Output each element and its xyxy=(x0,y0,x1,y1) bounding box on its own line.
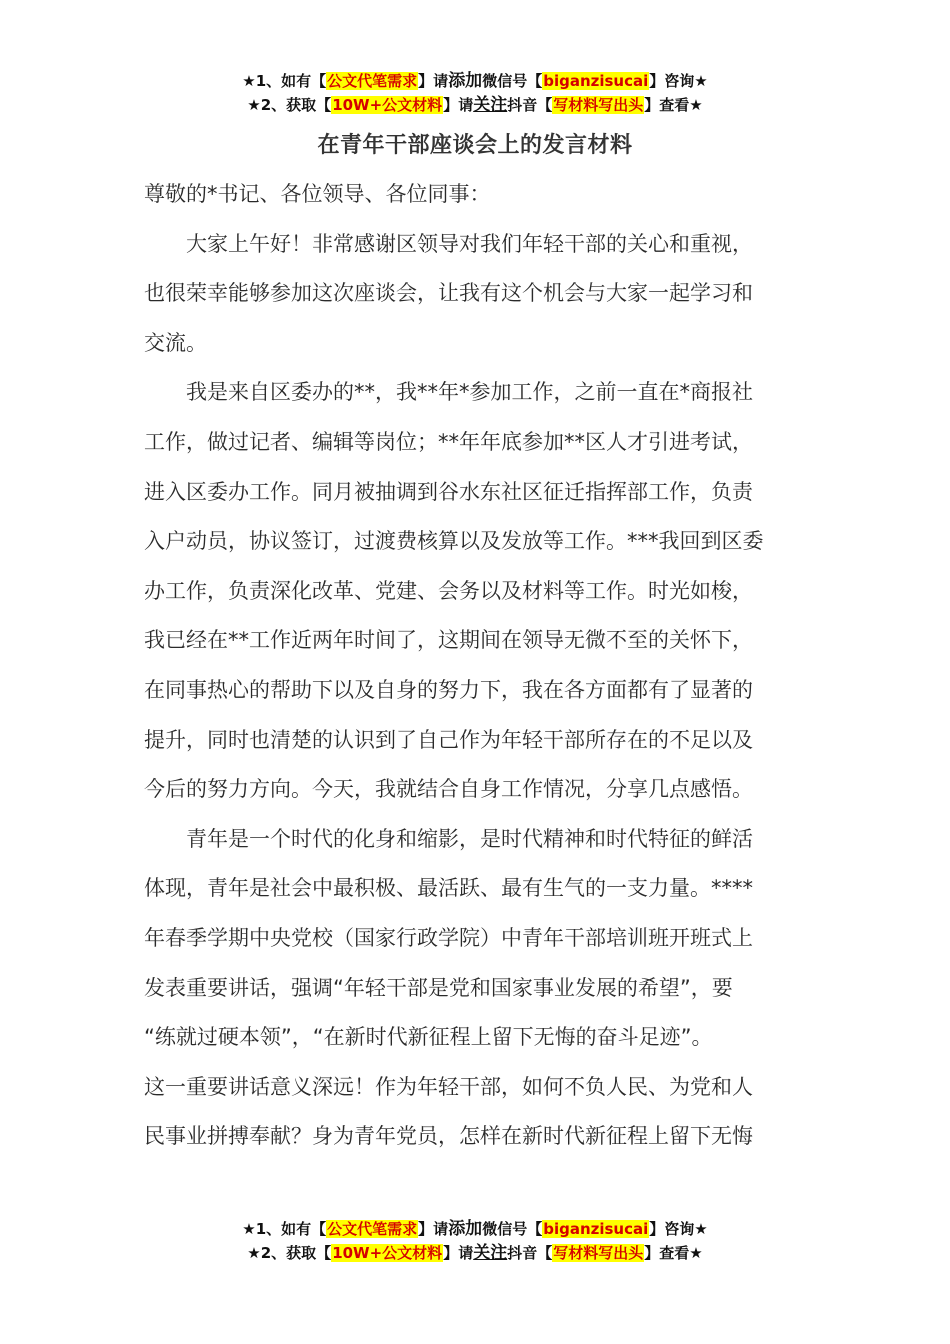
promo-text: 】查看★ xyxy=(644,96,703,114)
body-line: “练就过硬本领”，“在新时代新征程上留下无悔的奋斗足迹”。 xyxy=(144,1025,713,1050)
body-line: 尊敬的*书记、各位领导、各位同事： xyxy=(144,182,491,206)
promo-text: 】查看★ xyxy=(644,1244,703,1262)
body-line: 我是来自区委办的**，我**年*参加工作，之前一直在*商报社 xyxy=(144,380,753,405)
body-line: 办工作，负责深化改革、党建、会务以及材料等工作。时光如梭， xyxy=(144,578,753,603)
promo-text: 】咨询★ xyxy=(649,72,708,90)
body-line: 进入区委办工作。同月被抽调到谷水东社区征迁指挥部工作，负责 xyxy=(144,479,753,504)
body-line: 今后的努力方向。今天，我就结合自身工作情况，分享几点感悟。 xyxy=(144,777,753,802)
promo-emphasis: 关注 xyxy=(473,95,508,115)
promo-text: 】请 xyxy=(443,96,474,114)
body-line: 我已经在**工作近两年时间了，这期间在领导无微不至的关怀下， xyxy=(144,628,753,653)
promo-highlight-douyin: 写材料写出头 xyxy=(553,1244,644,1262)
body-line: 青年是一个时代的化身和缩影，是时代精神和时代特征的鲜活 xyxy=(144,826,753,851)
body-line: 工作，做过记者、编辑等岗位；**年年底参加**区人才引进考试， xyxy=(144,429,753,454)
body-line: 入户动员，协议签订，过渡费核算以及发放等工作。***我回到区委 xyxy=(144,529,764,554)
body-line: 在同事热心的帮助下以及自身的努力下，我在各方面都有了显著的 xyxy=(144,677,753,702)
promo-highlight-wechat-id: biganzisucai xyxy=(543,72,649,90)
promo-text: 】咨询★ xyxy=(649,1220,708,1238)
body-line: 提升，同时也清楚的认识到了自己作为年轻干部所存在的不足以及 xyxy=(144,727,753,752)
promo-text: ★2、获取【 xyxy=(247,1244,332,1262)
body-line: 这一重要讲话意义深远！作为年轻干部，如何不负人民、为党和人 xyxy=(144,1074,753,1099)
promo-line-1 xyxy=(0,1217,950,1241)
promo-text: 抖音【 xyxy=(507,96,553,114)
promo-banner-bottom xyxy=(0,1217,950,1265)
body-line: 年春季学期中央党校（国家行政学院）中青年干部培训班开班式上 xyxy=(144,925,753,950)
promo-text: 抖音【 xyxy=(507,1244,553,1262)
promo-highlight-douyin: 写材料写出头 xyxy=(553,96,644,114)
promo-text: ★2、获取【 xyxy=(247,96,332,114)
promo-text: 微信号【 xyxy=(482,1220,543,1238)
promo-emphasis: 关注 xyxy=(473,1243,508,1263)
promo-highlight-materials: 10W+公文材料 xyxy=(332,96,443,114)
body-line: 也很荣幸能够参加这次座谈会，让我有这个机会与大家一起学习和 xyxy=(144,281,753,306)
document-body xyxy=(144,170,809,1162)
promo-line-2 xyxy=(0,1241,950,1265)
body-line: 交流。 xyxy=(144,330,207,355)
body-line: 大家上午好！非常感谢区领导对我们年轻干部的关心和重视， xyxy=(144,231,753,256)
promo-line-1 xyxy=(0,69,950,93)
promo-banner-top xyxy=(0,69,950,117)
promo-highlight-wechat-id: biganzisucai xyxy=(543,1220,649,1238)
document-title: 在青年干部座谈会上的发言材料 xyxy=(317,133,633,158)
promo-text: ★1、如有【 xyxy=(242,72,327,90)
promo-text: 微信号【 xyxy=(482,72,543,90)
promo-text: 】请 xyxy=(418,72,449,90)
promo-highlight-materials: 10W+公文材料 xyxy=(332,1244,443,1262)
promo-emphasis: 添加 xyxy=(448,1219,483,1239)
promo-emphasis: 添加 xyxy=(448,71,483,91)
body-line: 发表重要讲话，强调“年轻干部是党和国家事业发展的希望”，要 xyxy=(144,975,733,1000)
promo-highlight-service: 公文代笔需求 xyxy=(327,1220,418,1238)
body-line: 民事业拼搏奉献？身为青年党员，怎样在新时代新征程上留下无悔 xyxy=(144,1124,753,1149)
body-line: 体现，青年是社会中最积极、最活跃、最有生气的一支力量。**** xyxy=(144,876,753,901)
promo-text: 】请 xyxy=(418,1220,449,1238)
promo-text: ★1、如有【 xyxy=(242,1220,327,1238)
promo-line-2 xyxy=(0,93,950,117)
promo-text: 】请 xyxy=(443,1244,474,1262)
promo-highlight-service: 公文代笔需求 xyxy=(327,72,418,90)
